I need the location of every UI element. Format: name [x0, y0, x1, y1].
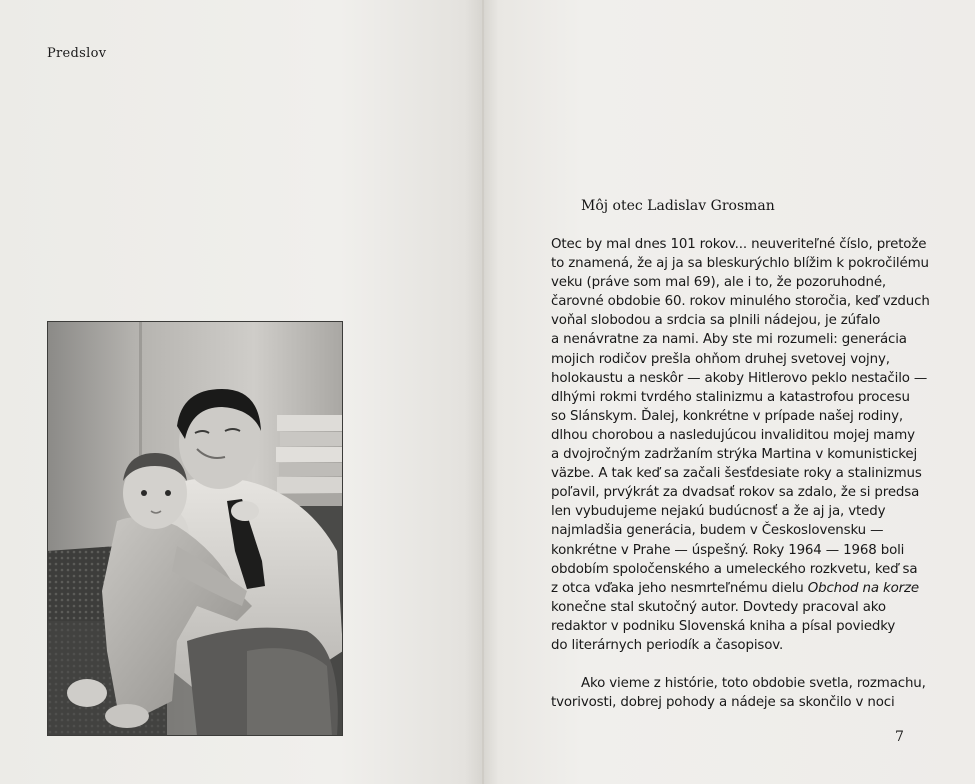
text-line: najmladšia generácia, budem v Československu — [551, 523, 884, 539]
text-line: dlhými rokmi tvrdého stalinizmu a katastrofou procesu [551, 389, 910, 405]
running-head: Predslov [47, 46, 107, 61]
text-line: a dvojročným zadržaním strýka Martina v komunistickej [551, 447, 918, 463]
left-page [0, 0, 484, 784]
text-line: konečne stal skutočný autor. Dovtedy pracoval ako [551, 599, 886, 615]
text-line: poľavil, prvýkrát za dvadsať rokov sa zdalo, že si predsa [551, 485, 920, 501]
text-line: mojich rodičov prešla ohňom druhej svetovej vojny, [551, 351, 890, 367]
body-text [551, 235, 941, 712]
family-photo-icon [47, 321, 343, 736]
page-number: 7 [895, 729, 904, 745]
text-line: to znamená, že aj ja sa bleskurýchlo blížim k pokročilému [551, 256, 929, 272]
text-line: konkrétne v Prahe — úspešný. Roky 1964 — 1968 boli [551, 542, 905, 558]
text-line: obdobím spoločenského a umeleckého rozkvetu, keď sa [551, 561, 918, 577]
text-line: tvorivosti, dobrej pohody a nádeje sa skončilo v noci [551, 695, 895, 711]
text-line: redaktor v podniku Slovenská kniha a písal poviedky [551, 618, 896, 634]
text-line: dlhou chorobou a nasledujúcou invaliditou mojej mamy [551, 427, 915, 443]
text-line: so Slánskym. Ďalej, konkrétne v prípade našej rodiny, [551, 408, 904, 424]
text-line: len vybudujeme nejakú budúcnosť a že aj ja, vtedy [551, 504, 886, 520]
text-line: voňal slobodou a srdcia sa plnili nádejou, je zúfalo [551, 313, 881, 329]
text-line: čarovné obdobie 60. rokov minulého storočia, keď vzduch [551, 294, 930, 310]
text-line: a nenávratne za nami. Aby ste mi rozumeli: generácia [551, 332, 907, 348]
chapter-title: Môj otec Ladislav Grosman [581, 198, 775, 214]
family-photo [47, 321, 343, 736]
book-stack [276, 415, 343, 506]
paragraph-gap [551, 655, 941, 674]
text-line: Otec by mal dnes 101 rokov... neuveriteľné číslo, pretože [551, 237, 927, 252]
book-title-italic: Obchod na korze [807, 580, 919, 596]
text-line: do literárnych periodík a časopisov. [551, 637, 784, 653]
text-line: väzbe. A tak keď sa začali šesťdesiate roky a stalinizmus [551, 466, 922, 482]
text-line: Ako vieme z histórie, toto obdobie svetla, rozmachu, [581, 676, 926, 692]
text-line: veku (práve som mal 69), ale i to, že pozoruhodné, [551, 275, 887, 291]
text-line: holokaustu a neskôr — akoby Hitlerovo peklo nestačilo — [551, 370, 928, 386]
text-line: z otca vďaka jeho nesmrteľnému dielu Obchod na korze [551, 580, 919, 596]
